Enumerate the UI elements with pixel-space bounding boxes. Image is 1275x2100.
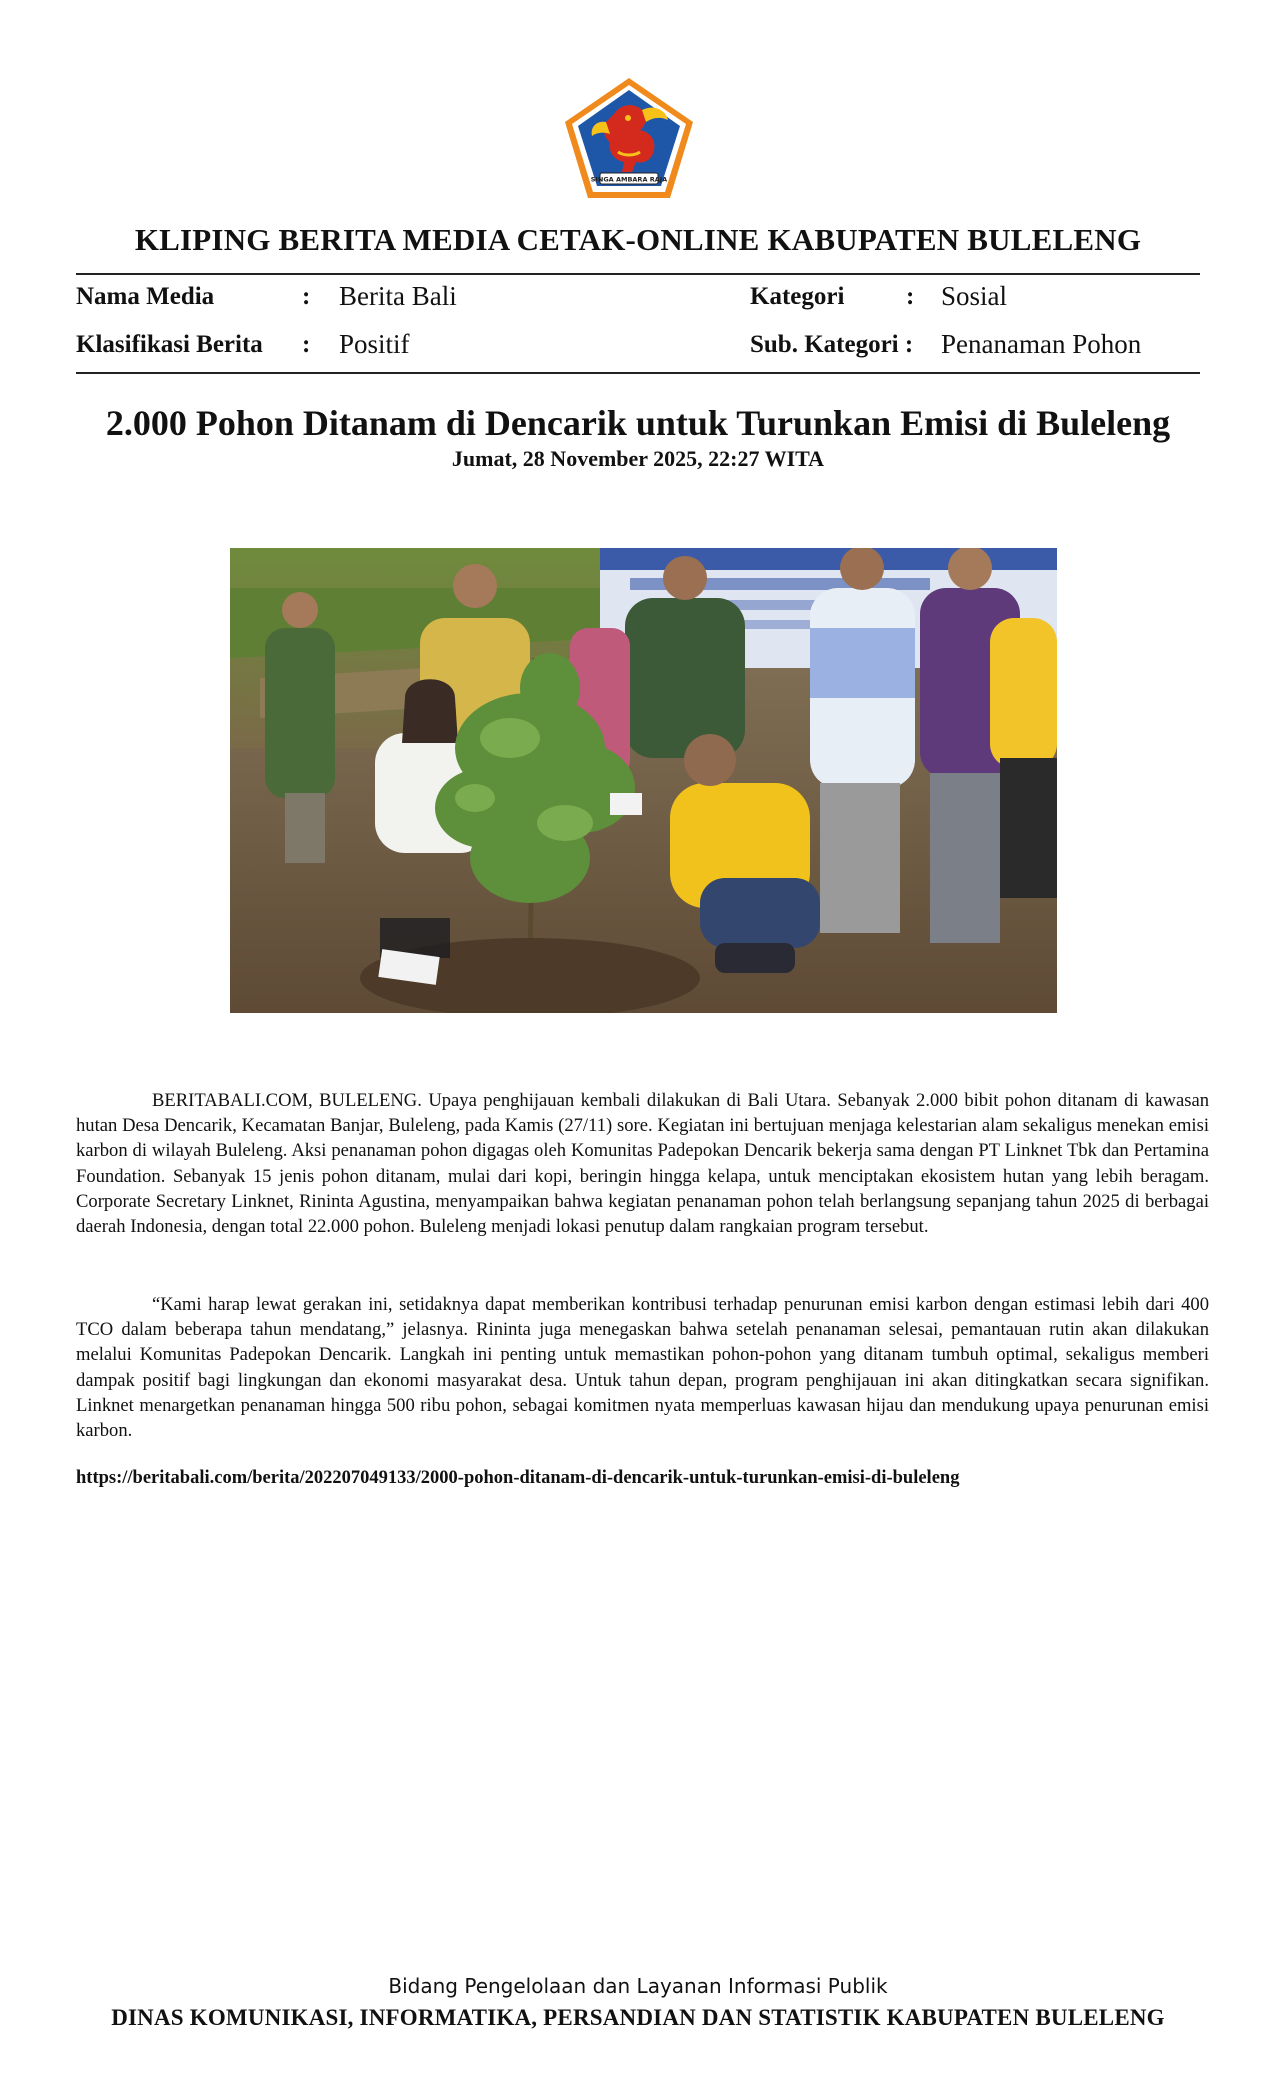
category-colon: : [906,283,915,310]
footer-agency: DINAS KOMUNIKASI, INFORMATIKA, PERSANDIAN DAN STATISTIK KABUPATEN BULELENG [111,2005,1165,2030]
classification-value: Positif [339,329,410,359]
top-divider [76,273,1200,275]
article-paragraph-2 [76,1292,1209,1443]
footer-unit: Bidang Pengelolaan dan Layanan Informasi Publik [388,1974,888,1998]
classification-label: Klasifikasi Berita [76,331,263,358]
sub-category-value: Penanaman Pohon [941,329,1142,359]
classification-colon: : [302,331,311,358]
article-paragraph-1 [76,1088,1209,1239]
category-label: Kategori [750,283,845,310]
category-value: Sosial [941,281,1008,311]
bottom-divider [76,372,1200,374]
paragraph-text: BERITABALI.COM, BULELENG. Upaya penghijauan kembali dilakukan di Bali Utara. Sebanyak 2.000 bibit pohon ditanam di kawasan hutan Desa Dencarik, Kecamatan Banjar, Buleleng, pada Kamis (27/11) sore. Kegiatan ini bertujuan menjaga kelestarian alam sekaligus menekan emisi karbon di wilayah Buleleng. Aksi penanaman pohon digagas oleh Komunitas Padepokan Dencarik bekerja sama dengan PT Linknet Tbk dan Pertamina Foundation. Sebanyak 15 jenis pohon ditanam, mulai dari kopi, beringin hingga kelapa, untuk menciptakan ekosistem hutan yang lebih beragam. Corporate Secretary Linknet, Rininta Agustina, menyampaikan bahwa kegiatan penanaman pohon telah berlangsung sepanjang tahun 2025 di berbagai daerah Indonesia, dengan total 22.000 pohon. Buleleng menjadi lokasi penutup dalam rangkaian program tersebut. [76,1090,1209,1238]
article-dateline: Jumat, 28 November 2025, 22:27 WITA [451,446,825,471]
svg-text:SINGA AMBARA RAJA: SINGA AMBARA RAJA [590,175,668,184]
buleleng-emblem-logo [562,76,696,200]
news-photo [230,548,1057,1013]
sub-category-label: Sub. Kategori : [750,331,914,358]
paragraph-text: “Kami harap lewat gerakan ini, setidaknya dapat memberikan kontribusi terhadap penurunan emisi karbon dengan estimasi lebih dari 400 TCO dalam beberapa tahun mendatang,” jelasnya. Rininta juga menegaskan bahwa setelah penanaman selesai, pemantauan rutin akan dilakukan melalui Komunitas Padepokan Dencarik. Langkah ini penting untuk memastikan pohon-pohon yang ditanam tumbuh optimal, sekaligus memberi dampak positif bagi lingkungan dan ekonomi masyarakat desa. Untuk tahun depan, program penghijauan ini akan ditingkatkan secara signifikan. Linknet menargetkan penanaman hingga 500 ribu pohon, sebagai komitmen nyata memperluas kawasan hijau dan mendukung upaya penurunan emisi karbon. [76,1294,1209,1442]
clipping-title: KLIPING BERITA MEDIA CETAK-ONLINE KABUPATEN BULELENG [134,222,1142,257]
article-headline: 2.000 Pohon Ditanam di Dencarik untuk Turunkan Emisi di Buleleng [105,403,1171,443]
media-name-label: Nama Media [76,283,215,310]
media-name-colon: : [302,283,311,310]
media-name-value: Berita Bali [339,281,457,311]
source-link[interactable]: https://beritabali.com/berita/202207049133/2000-pohon-ditanam-di-dencarik-untuk-turunkan-emisi-di-buleleng [76,1468,960,1488]
